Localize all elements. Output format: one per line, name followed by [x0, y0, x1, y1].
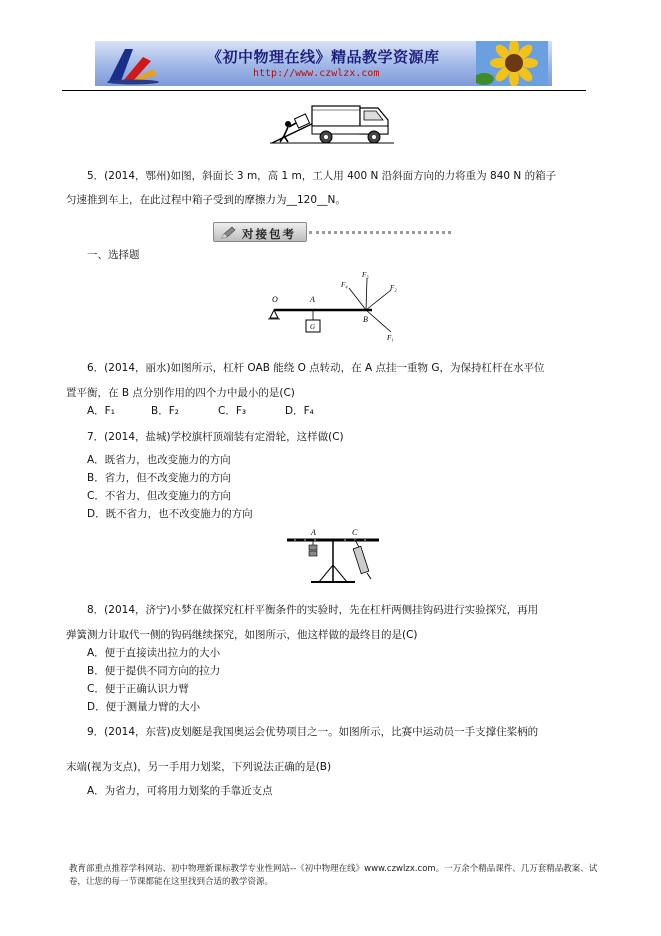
q8-option-c: C．便于正确认识力臂	[87, 683, 189, 695]
lever-label-f3: F₃	[362, 271, 369, 279]
section-heading: 一、选择题	[87, 249, 140, 261]
q7-line-1: 7．(2014，盐城)学校旗杆顶端装有定滑轮，这样做(C)	[87, 431, 344, 443]
lever-label-f4: F₄	[341, 281, 348, 289]
q6-line-2: 置平衡，在 B 点分别作用的四个力中最小的是(C)	[66, 387, 295, 399]
q5-line-1: 5．(2014，鄂州)如图，斜面长 3 m，高 1 m，工人用 400 N 沿斜面方向的力将重为 840 N 的箱子	[87, 170, 557, 182]
q8-option-a: A．便于直接读出拉力的大小	[87, 647, 221, 659]
sunflower-icon	[476, 41, 548, 86]
q7-option-a: A．既省力，也改变施力的方向	[87, 454, 231, 466]
balance-label-a: A	[311, 528, 316, 537]
banner-title: 《初中物理在线》精品教学资源库	[207, 48, 440, 66]
q7-option-b: B．省力，但不改变施力的方向	[87, 472, 231, 484]
section-tag-box	[213, 222, 307, 242]
q6-option-b: B．F₂	[151, 405, 179, 417]
q5-line-2: 匀速推到车上，在此过程中箱子受到的摩擦力为__120__N。	[66, 194, 346, 206]
q7-option-c: C．不省力，但改变施力的方向	[87, 490, 231, 502]
q8-option-d: D．便于测量力臂的大小	[87, 701, 201, 713]
lever-balance-figure	[283, 527, 383, 587]
q6-option-d: D．F₄	[285, 405, 314, 417]
logo-icon	[103, 43, 163, 85]
q9-line-2: 末端(视为支点)，另一手用力划桨，下列说法正确的是(B)	[66, 761, 332, 773]
q7-option-d: D．既不省力，也不改变施力的方向	[87, 508, 253, 520]
section-tag-text: 对接包考	[242, 227, 296, 241]
banner-url[interactable]: http://www.czwlzx.com	[253, 68, 380, 79]
q9-option-a: A．为省力，可将用力划桨的手靠近支点	[87, 785, 273, 797]
section-tag-dots	[309, 231, 451, 234]
truck-ramp-figure	[268, 96, 396, 148]
q6-line-1: 6．(2014，丽水)如图所示，杠杆 OAB 能绕 O 点转动，在 A 点挂一重物 G，为保持杠杆在水平位	[87, 362, 545, 374]
q8-line-1: 8．(2014，济宁)小梦在做探究杠杆平衡条件的实验时，先在杠杆两侧挂钩码进行实验探究，再用	[87, 604, 539, 616]
balance-label-c: C	[352, 528, 358, 537]
header-divider	[62, 90, 586, 91]
lever-label-a: A	[310, 295, 315, 304]
q8-option-b: B．便于提供不同方向的拉力	[87, 665, 221, 677]
header-banner	[95, 41, 552, 86]
section-tag	[213, 222, 451, 244]
q9-line-1: 9．(2014，东营)皮划艇是我国奥运会优势项目之一。如图所示，比赛中运动员一手支撑住桨柄的	[87, 726, 539, 738]
footer-note: 教育部重点推荐学科网站、初中物理新课标教学专业性网站--《初中物理在线》www.czwlzx.com。一万余个精品课件、几万套精品教案、试卷，让您的每一节课都能在这里找到合适的教学资源。	[69, 864, 598, 887]
lever-label-f1: F₁	[387, 334, 394, 342]
lever-figure	[266, 268, 406, 342]
lever-label-g: G	[310, 323, 316, 331]
q8-line-2: 弹簧测力计取代一侧的钩码继续探究，如图所示，他这样做的最终目的是(C)	[66, 629, 418, 641]
lever-label-f2: F₂	[390, 284, 397, 292]
lever-label-b: B	[363, 315, 368, 324]
q6-option-c: C．F₃	[218, 405, 247, 417]
q6-option-a: A．F₁	[87, 405, 115, 417]
pencil-icon	[220, 226, 236, 240]
lever-label-o: O	[272, 295, 278, 304]
